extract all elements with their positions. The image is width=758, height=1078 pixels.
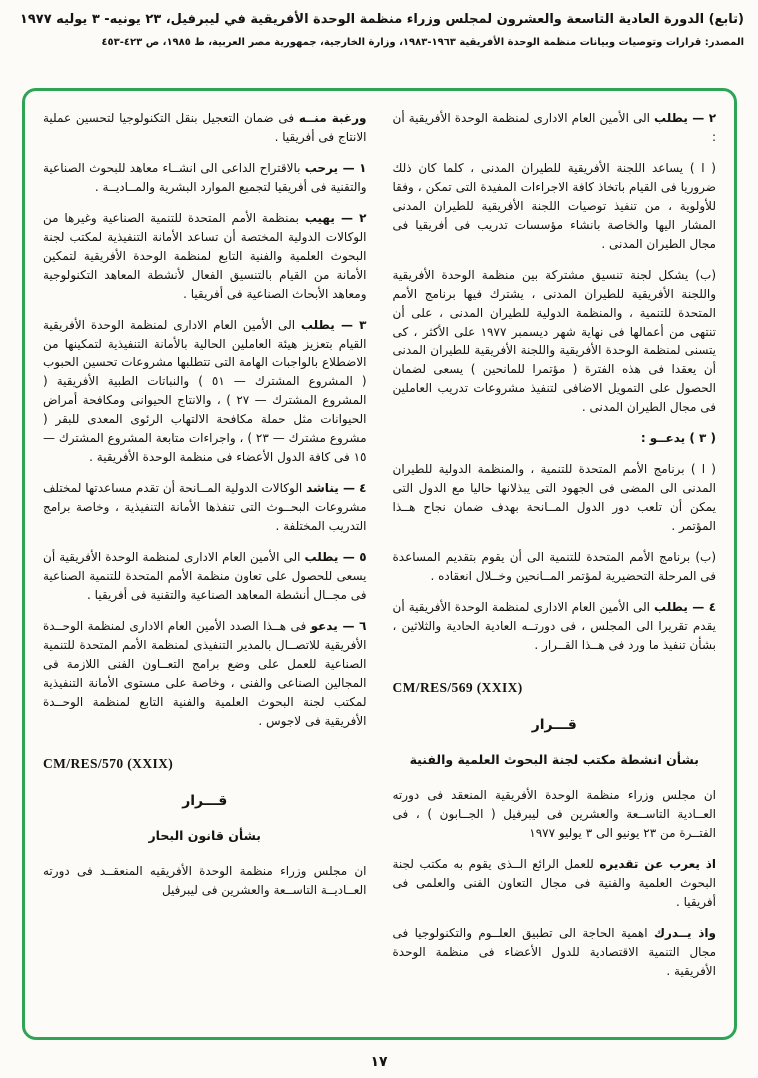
paragraph: ١ — يرحب بالاقتراح الداعى الى انشــاء معاهد للبحوث الصناعية والتقنية فى أفريقيا لتجميع الموارد البشرية والمــاديــة . bbox=[43, 160, 367, 194]
paragraph: ان مجلس وزراء منظمة الوحدة الأفريقية المنعقد فى دورته العــادية التاســعة والعشرين فى ليبرفيل ( الجــابون ) ، فى الفتــرة من ٢٣ يونيو الى ٣ يوليو ١٩٧٧ bbox=[392, 788, 716, 840]
paragraph: ورغبة منــه فى ضمان التعجيل بنقل التكنولوجيا لتحسين عملية الانتاج فى أفريقيا . bbox=[43, 111, 367, 144]
resolution-title: قـــرار bbox=[182, 792, 228, 809]
document-header bbox=[14, 10, 744, 50]
resolution-title: قـــرار bbox=[531, 717, 577, 734]
content-frame bbox=[22, 88, 737, 1040]
paragraph: ٢ — يهيب بمنظمة الأمم المتحدة للتنمية الصناعية وغيرها من الوكالات الدولية المختصة أن تساعد الأمانة التنفيذية لمكتب لجنة البحوث العلمية والفنية التابع لمنظمة الوحدة الأفريقية لتمكين الأمانة من القيام بالتنسيق الفعال لأنشطة المعاهد التكنولوجية ومعاهد الأبحاث الصناعية فى أفريقيا . bbox=[43, 210, 367, 301]
resolution-ref: CM/RES/570 (XXIX) bbox=[43, 755, 174, 771]
page-number: ١٧ bbox=[370, 1054, 388, 1070]
paragraph: ٤ — يطلب الى الأمين العام الادارى لمنظمة الوحدة الأفريقية أن يقدم تقريرا الى المجلس ، فى دورتــه العادية الحادية والثلاثين ، بشأن تنفيذ ما ورد فى هــذا القــرار . bbox=[392, 599, 717, 652]
text-columns bbox=[43, 109, 716, 1027]
resolution-subject: بشأن قانون البحار bbox=[148, 828, 262, 844]
column-right bbox=[393, 109, 717, 1027]
paragraph: ٥ — يطلب الى الأمين العام الادارى لمنظمة الوحدة الأفريقية أن يسعى للحصول على تعاون منظمة الأمم المتحدة للتنمية الصناعية فى مجــال أنشطة المعاهد الصناعية والتقنية فى أفريقيا . bbox=[43, 550, 367, 602]
paragraph: (ب) يشكل لجنة تنسيق مشتركة بين منظمة الوحدة الأفريقية واللجنة الأفريقية للطيران المدنى ، يشترك فيها برنامج الأمم المتحدة للتنمية ، والمنظمة الدولية للطيران المدنى ، على أن تنتهى من أعمالها فى نهاية شهر ديسمبر ١٩٧٧ على الأكثر ، كى يتسنى لمنظمة الوحدة الأفريقية واللجنة الأفريقية للطيران المدنى أن يعقدا فى هذه الفترة ( مؤتمرا للمانحين ) يسعى لضمان الحصول على التمويل الاضافى لتنفيذ مشروعات تدريب العاملين فى مجال الطيران المدنى . bbox=[392, 267, 716, 415]
paragraph: ( ا ) يساعد اللجنة الأفريقية للطيران المدنى ، كلما كان ذلك ضروريا فى القيام باتخاذ كافة الاجراءات المفيدة التى تمكن ، وفقا للأولوية ، من تنفيذ توصيات اللجنة الأفريقية للطيران المدنى المشار اليها والخاصة بانشاء مؤسسات تدريب فى أفريقيا فى مجال الطيران المدنى . bbox=[392, 160, 716, 251]
paragraph: واذ يــدرك اهمية الحاجة الى تطبيق العلــوم والتكنولوجيا فى مجال التنمية الاقتصادية للدول الأعضاء فى منظمة الوحدة الأفريقية . bbox=[392, 925, 716, 978]
header-source-line: المصدر: قرارات وتوصيات وبيانات منظمة الوحدة الأفريقية ١٩٦٣-١٩٨٣، وزارة الخارجية، جمهورية مصر العربية، ط ١٩٨٥، ص ٤٢٣-٤٥٣ bbox=[101, 36, 744, 48]
paragraph: اذ يعرب عن تقديره للعمل الرائع الــذى يقوم به مكتب لجنة البحوث العلمية والفنية فى مجال التعاون الفنى والعلمى فى أفريقيا . bbox=[392, 856, 716, 909]
paragraph: ( ٣ ) يدعــو : bbox=[640, 431, 716, 446]
paragraph: ( ا ) برنامج الأمم المتحدة للتنمية ، والمنظمة الدولية للطيران المدنى الى المضى فى الجهود التى يبذلانها حاليا مع الدول التى يمكن أن تلعب دور الدول المــانحة بهدف ضمان نجاح هــذا المؤتمر . bbox=[392, 462, 716, 534]
paragraph: ٦ — يدعو فى هــذا الصدد الأمين العام الادارى لمنظمة الوحــدة الأفريقية للاتصــال بالمدير التنفيذى لمنظمة الأمم المتحدة للتنمية الصناعية للعمل على وضع برامج التعــاون الفنى اللازمة فى المجالين الصناعى والفنى ، وخاصة على مستوى الأمانة التنفيذية لمكتب لجنة البحوث العلمية والفنية التابع لمنظمة الوحــدة الأفريقية فى لاجوس . bbox=[43, 618, 367, 728]
paragraph: ٣ — يطلب الى الأمين العام الادارى لمنظمة الوحدة الأفريقية القيام بتعزيز هيئة العاملين الحالية بالأمانة التنفيذية لتمكينها من الاضطلاع بالواجبات الهامة التى تتطلبها مشروعات تحسين الحبوب ( المشروع المشترك — ٥١ ) والنباتات الطبية الأفريقية ( المشروع المشترك — ٢٧ ) ، والانتاج الحيوانى ومكافحة أمراض الحيوانات مثل حملة مكافحة الالتهاب الرئوى المعدى للبقر ( مشروع مشترك — ٢٣ ) ، واجراءات متابعة المشروع المشترك — ١٥ فى كافة الدول الأعضاء فى منظمة الوحدة الأفريقية . bbox=[43, 317, 367, 465]
column-left bbox=[43, 109, 367, 1027]
paragraph: (ب) برنامج الأمم المتحدة للتنمية الى أن يقوم بتقديم المساعدة فى المرحلة التحضيرية لمؤتمر المــانحين وخــلال انعقاده . bbox=[392, 550, 716, 584]
resolution-subject: بشأن انشطة مكتب لجنة البحوث العلمية والفنية bbox=[409, 752, 699, 768]
paragraph: ٤ — يناشد الوكالات الدولية المــانحة أن تقدم مساعدتها لمختلف مشروعات البحــوث التى تنفذها الأمانة التنفيذية ، وخاصة برامج التدريب المختلفة . bbox=[43, 481, 367, 534]
header-session-title: (تابع) الدورة العادية التاسعة والعشرون لمجلس وزراء منظمة الوحدة الأفريقية في ليبرفيل، ٢٣ يونيه- ٣ يوليه ١٩٧٧ bbox=[19, 12, 744, 27]
resolution-ref: CM/RES/569 (XXIX) bbox=[392, 679, 523, 695]
paragraph: ان مجلس وزراء منظمة الوحدة الأفريقيه المنعقــد فى دورته العــاديــة التاســعة والعشرين فى ليبرفيل bbox=[43, 863, 367, 897]
page-footer bbox=[0, 1054, 758, 1070]
paragraph: ٢ — يطلب الى الأمين العام الادارى لمنظمة الوحدة الأفريقية أن : bbox=[392, 111, 717, 144]
